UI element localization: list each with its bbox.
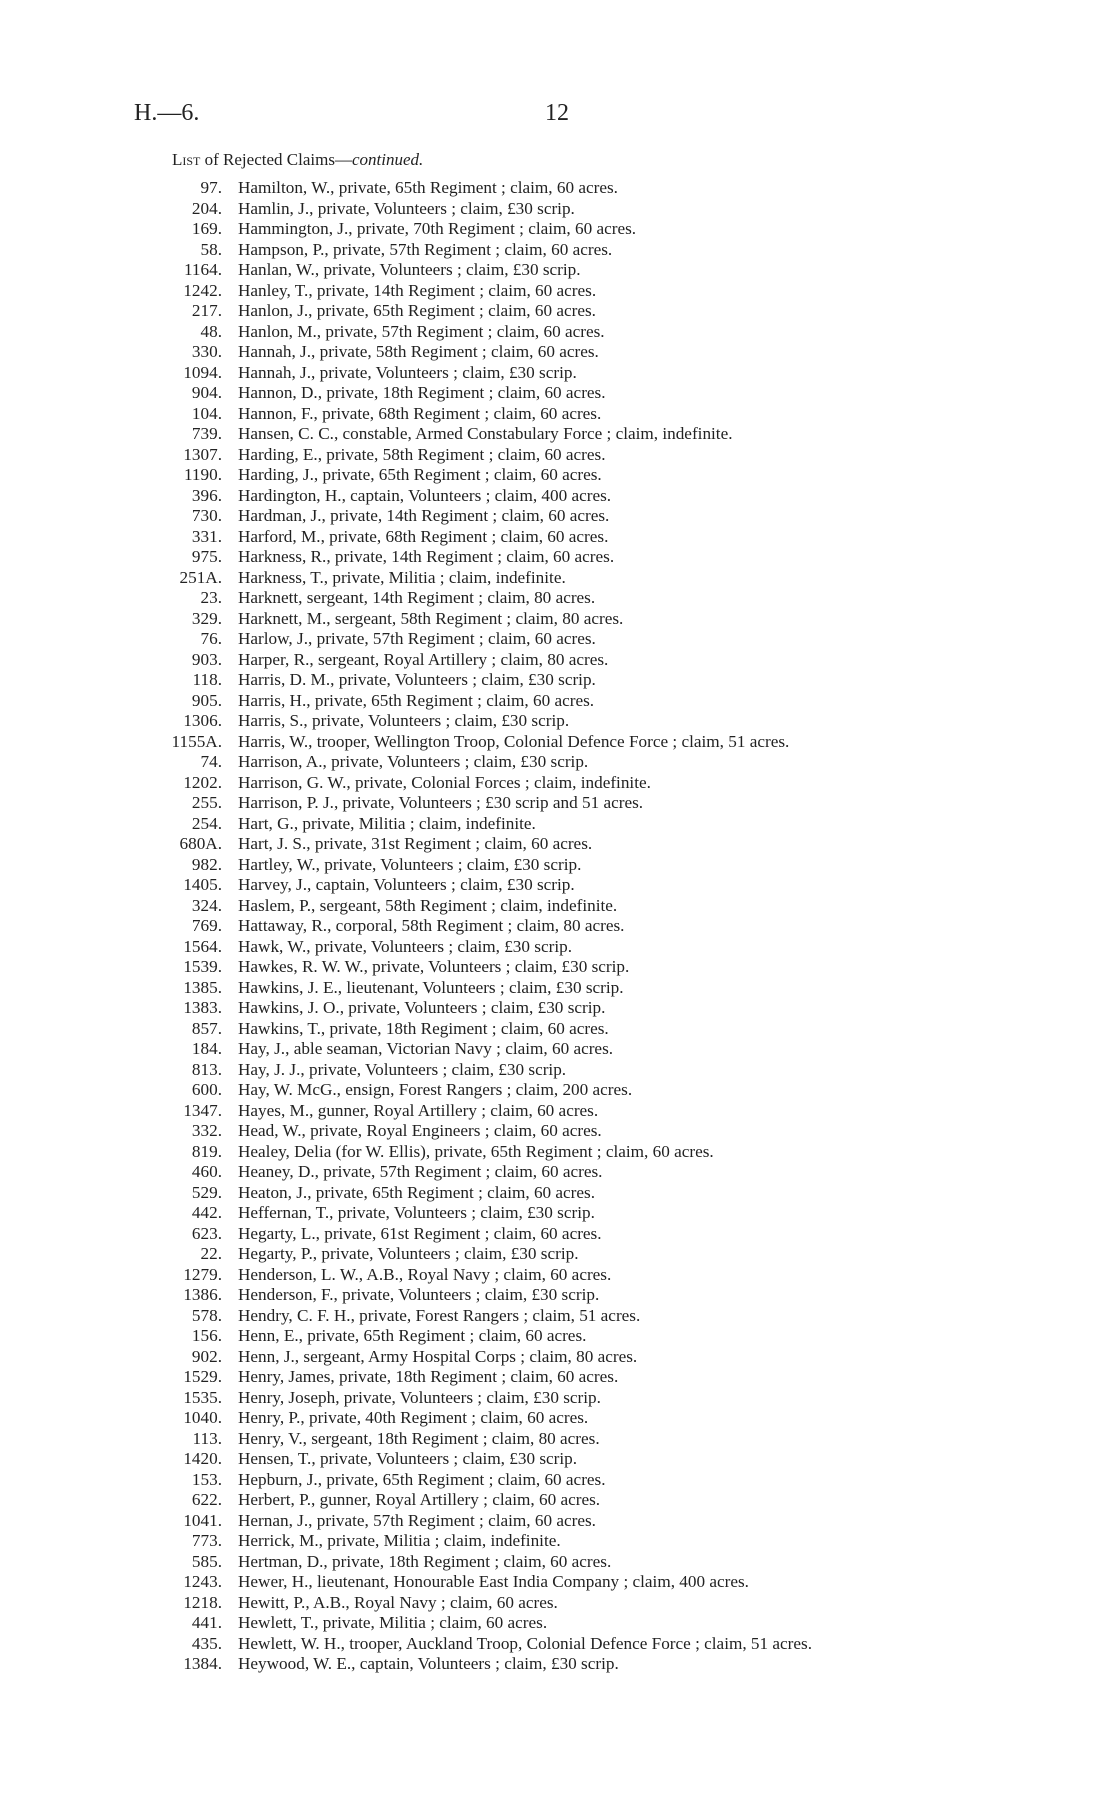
claim-description: Hattaway, R., corporal, 58th Regiment ; claim, 80 acres. [238,916,625,935]
claim-number: 902. [191,1346,222,1366]
list-item [0,178,1114,199]
list-item [0,363,1114,384]
claim-number: 623. [191,1223,222,1243]
claim-description: Harding, J., private, 65th Regiment ; claim, 60 acres. [238,465,602,484]
list-item [0,752,1114,773]
claim-description: Head, W., private, Royal Engineers ; claim, 60 acres. [238,1121,602,1140]
claim-number: 104. [191,403,222,423]
claim-description: Henry, James, private, 18th Regiment ; claim, 60 acres. [238,1367,619,1386]
claim-number: 74. [200,752,222,771]
claim-number: 600. [191,1080,222,1099]
claim-description: Hensen, T., private, Volunteers ; claim, £30 scrip. [238,1449,578,1468]
list-item [0,424,1114,445]
list-item [0,1367,1114,1388]
claim-number: 441. [191,1613,222,1632]
claim-number: 622. [191,1490,222,1509]
claim-number: 251A. [179,567,222,587]
claim-description: Harris, D. M., private, Volunteers ; claim, £30 scrip. [238,670,596,689]
claim-description: Hardington, H., captain, Volunteers ; claim, 400 acres. [238,485,612,505]
claim-number: 97. [200,178,222,197]
claim-description: Hawkes, R. W. W., private, Volunteers ; claim, £30 scrip. [238,957,630,976]
claim-description: Harvey, J., captain, Volunteers ; claim, £30 scrip. [238,875,575,894]
claim-number: 22. [200,1244,222,1263]
list-item [0,1470,1114,1491]
claim-number: 204. [191,198,222,218]
claim-description: Herrick, M., private, Militia ; claim, indefinite. [238,1531,561,1550]
claim-number: 58. [200,239,222,259]
claim-number: 680A. [179,834,222,853]
list-item [0,486,1114,507]
claim-description: Hendry, C. F. H., private, Forest Rangers ; claim, 51 acres. [238,1305,641,1325]
claim-description: Hay, J., able seaman, Victorian Navy ; claim, 60 acres. [238,1039,614,1058]
claim-description: Heywood, W. E., captain, Volunteers ; claim, £30 scrip. [238,1654,619,1673]
claim-description: Henry, Joseph, private, Volunteers ; claim, £30 scrip. [238,1387,601,1407]
list-item [0,896,1114,917]
list-item [0,732,1114,753]
claim-number: 1094. [183,362,222,382]
claim-number: 1243. [183,1572,222,1591]
list-item [0,301,1114,322]
list-item [0,916,1114,937]
claim-description: Hammington, J., private, 70th Regiment ; claim, 60 acres. [238,219,637,238]
claim-description: Hay, W. McG., ensign, Forest Rangers ; claim, 200 acres. [238,1080,633,1099]
claim-number: 23. [200,588,222,607]
claim-description: Hartley, W., private, Volunteers ; claim, £30 scrip. [238,854,582,874]
claim-description: Harris, H., private, 65th Regiment ; claim, 60 acres. [238,690,595,710]
claim-number: 118. [192,670,222,689]
list-item [0,240,1114,261]
list-item [0,814,1114,835]
claim-description: Hawkins, J. O., private, Volunteers ; claim, £30 scrip. [238,998,606,1017]
list-item [0,1408,1114,1429]
list-item [0,445,1114,466]
claim-number: 1307. [183,444,222,464]
claim-description: Hegarty, P., private, Volunteers ; claim, £30 scrip. [238,1244,579,1263]
claim-number: 730. [191,506,222,525]
claim-number: 331. [191,526,222,546]
claim-number: 76. [200,629,222,648]
list-title-prefix: List [172,150,201,169]
claim-description: Henn, E., private, 65th Regiment ; claim, 60 acres. [238,1326,587,1345]
list-item [0,609,1114,630]
list-item [0,998,1114,1019]
claim-number: 1405. [183,875,222,894]
claim-number: 1384. [183,1654,222,1673]
list-item [0,383,1114,404]
list-item [0,281,1114,302]
claim-number: 813. [191,1059,222,1079]
claim-number: 975. [191,547,222,566]
claim-number: 396. [191,485,222,505]
list-item [0,773,1114,794]
claim-number: 1155A. [171,731,222,751]
list-title [172,150,423,170]
claim-number: 905. [191,690,222,710]
claim-description: Harkness, T., private, Militia ; claim, indefinite. [238,567,566,587]
list-item [0,793,1114,814]
list-item [0,711,1114,732]
claim-number: 217. [191,301,222,320]
claim-description: Hannon, F., private, 68th Regiment ; claim, 60 acres. [238,403,602,423]
claim-number: 153. [191,1469,222,1489]
claim-number: 1420. [183,1449,222,1468]
claim-description: Henn, J., sergeant, Army Hospital Corps ; claim, 80 acres. [238,1346,638,1366]
list-item [0,1490,1114,1511]
claim-description: Heaney, D., private, 57th Regiment ; claim, 60 acres. [238,1162,603,1181]
claim-number: 819. [191,1141,222,1161]
list-title-middle: of Rejected Claims— [200,150,352,169]
list-item [0,629,1114,650]
claim-description: Hewlett, T., private, Militia ; claim, 60 acres. [238,1613,548,1632]
claim-number: 329. [191,608,222,628]
claim-description: Hamilton, W., private, 65th Regiment ; claim, 60 acres. [238,178,618,197]
claim-number: 1529. [183,1367,222,1386]
list-title-suffix: continued. [351,150,424,169]
claim-number: 156. [191,1326,222,1345]
list-item [0,1634,1114,1655]
list-item [0,670,1114,691]
list-item [0,650,1114,671]
list-item [0,260,1114,281]
list-item [0,527,1114,548]
claim-number: 1386. [183,1285,222,1304]
claim-description: Hansen, C. C., constable, Armed Constabulary Force ; claim, indefinite. [238,424,733,443]
claim-description: Hayes, M., gunner, Royal Artillery ; claim, 60 acres. [238,1100,599,1120]
claim-number: 1202. [183,772,222,792]
claim-description: Hegarty, L., private, 61st Regiment ; claim, 60 acres. [238,1223,602,1243]
page-number: 12 [545,100,569,126]
list-item [0,322,1114,343]
claim-number: 254. [191,813,222,833]
claim-description: Hay, J. J., private, Volunteers ; claim, £30 scrip. [238,1059,567,1079]
claim-number: 1535. [183,1387,222,1407]
list-item [0,1162,1114,1183]
claim-number: 578. [191,1305,222,1325]
claim-number: 169. [191,219,222,238]
list-item [0,568,1114,589]
list-item [0,1531,1114,1552]
claim-number: 1242. [183,280,222,300]
claim-number: 903. [191,649,222,669]
claim-description: Harrison, P. J., private, Volunteers ; £30 scrip and 51 acres. [238,793,644,812]
claim-description: Haslem, P., sergeant, 58th Regiment ; claim, indefinite. [238,895,618,915]
list-item [0,1654,1114,1675]
claim-description: Harlow, J., private, 57th Regiment ; claim, 60 acres. [238,629,596,648]
claim-description: Heffernan, T., private, Volunteers ; claim, £30 scrip. [238,1203,595,1222]
list-item [0,937,1114,958]
claim-number: 773. [191,1531,222,1550]
claim-number: 184. [191,1039,222,1058]
list-item [0,855,1114,876]
list-item [0,506,1114,527]
claim-number: 435. [191,1633,222,1653]
claim-description: Hawk, W., private, Volunteers ; claim, £30 scrip. [238,936,572,956]
claim-number: 529. [191,1182,222,1202]
claim-number: 1164. [183,260,222,279]
claim-description: Henry, V., sergeant, 18th Regiment ; claim, 80 acres. [238,1428,600,1448]
claim-description: Hannon, D., private, 18th Regiment ; claim, 60 acres. [238,383,606,402]
claim-description: Heaton, J., private, 65th Regiment ; claim, 60 acres. [238,1182,596,1202]
claim-description: Henderson, L. W., A.B., Royal Navy ; claim, 60 acres. [238,1264,612,1284]
list-item [0,547,1114,568]
claim-description: Hanlan, W., private, Volunteers ; claim, £30 scrip. [238,260,581,279]
claim-description: Harrison, A., private, Volunteers ; claim, £30 scrip. [238,752,589,771]
claim-number: 330. [191,342,222,361]
claim-description: Harknett, M., sergeant, 58th Regiment ; claim, 80 acres. [238,608,624,628]
claim-description: Herbert, P., gunner, Royal Artillery ; claim, 60 acres. [238,1490,601,1509]
claim-description: Hanley, T., private, 14th Regiment ; claim, 60 acres. [238,280,597,300]
claim-number: 1040. [183,1408,222,1427]
claim-number: 113. [192,1428,222,1448]
claim-number: 585. [191,1551,222,1571]
list-item [0,404,1114,425]
claim-description: Hernan, J., private, 57th Regiment ; claim, 60 acres. [238,1510,596,1530]
claim-number: 332. [191,1121,222,1140]
list-item [0,1613,1114,1634]
claim-number: 1385. [183,977,222,997]
list-item [0,1101,1114,1122]
claim-number: 1190. [183,465,222,484]
list-item [0,1511,1114,1532]
list-item [0,1388,1114,1409]
claim-number: 1347. [183,1100,222,1120]
list-item [0,1593,1114,1614]
claim-description: Hampson, P., private, 57th Regiment ; claim, 60 acres. [238,239,613,259]
document-code: H.—6. [134,100,200,126]
list-item [0,1265,1114,1286]
claim-number: 1306. [183,711,222,730]
list-item [0,1224,1114,1245]
claim-description: Hanlon, M., private, 57th Regiment ; claim, 60 acres. [238,321,605,341]
list-item [0,1285,1114,1306]
list-item [0,1019,1114,1040]
list-item [0,1326,1114,1347]
page-header [134,100,980,130]
list-item [0,1142,1114,1163]
list-item [0,219,1114,240]
list-item [0,1121,1114,1142]
claim-description: Hewlett, W. H., trooper, Auckland Troop, Colonial Defence Force ; claim, 51 acres. [238,1633,813,1653]
claim-description: Harford, M., private, 68th Regiment ; claim, 60 acres. [238,526,609,546]
claim-description: Hewitt, P., A.B., Royal Navy ; claim, 60 acres. [238,1592,558,1612]
claim-description: Hewer, H., lieutenant, Honourable East India Company ; claim, 400 acres. [238,1572,749,1591]
claim-number: 1279. [183,1264,222,1284]
list-item [0,978,1114,999]
list-item [0,1080,1114,1101]
list-item [0,1449,1114,1470]
claim-description: Hart, G., private, Militia ; claim, indefinite. [238,813,536,833]
claim-number: 857. [191,1018,222,1038]
list-item [0,1203,1114,1224]
claim-description: Hamlin, J., private, Volunteers ; claim, £30 scrip. [238,198,575,218]
list-item [0,1347,1114,1368]
claim-description: Harris, S., private, Volunteers ; claim, £30 scrip. [238,711,570,730]
claim-number: 48. [200,321,222,341]
claim-number: 255. [191,793,222,812]
claim-number: 904. [191,383,222,402]
claim-description: Hanlon, J., private, 65th Regiment ; claim, 60 acres. [238,301,596,320]
list-item [0,1572,1114,1593]
claims-list [0,178,1114,1675]
claim-number: 460. [191,1162,222,1181]
list-item [0,1429,1114,1450]
list-item [0,834,1114,855]
list-item [0,1306,1114,1327]
claim-description: Harkness, R., private, 14th Regiment ; claim, 60 acres. [238,547,615,566]
list-item [0,957,1114,978]
claim-number: 1539. [183,957,222,976]
claim-description: Hart, J. S., private, 31st Regiment ; claim, 60 acres. [238,834,593,853]
claim-description: Hepburn, J., private, 65th Regiment ; claim, 60 acres. [238,1469,606,1489]
list-item [0,588,1114,609]
claim-description: Harknett, sergeant, 14th Regiment ; claim, 80 acres. [238,588,596,607]
claim-description: Hertman, D., private, 18th Regiment ; claim, 60 acres. [238,1551,612,1571]
claim-number: 769. [191,916,222,935]
list-item [0,199,1114,220]
claim-number: 324. [191,895,222,915]
list-item [0,1244,1114,1265]
claim-description: Healey, Delia (for W. Ellis), private, 65th Regiment ; claim, 60 acres. [238,1141,714,1161]
claim-number: 739. [191,424,222,443]
claim-number: 1041. [183,1510,222,1530]
claim-number: 982. [191,854,222,874]
list-item [0,875,1114,896]
claim-description: Hawkins, T., private, 18th Regiment ; claim, 60 acres. [238,1018,609,1038]
claim-description: Hardman, J., private, 14th Regiment ; claim, 60 acres. [238,506,610,525]
list-item [0,1060,1114,1081]
claim-number: 1218. [183,1592,222,1612]
claim-description: Harper, R., sergeant, Royal Artillery ; claim, 80 acres. [238,649,609,669]
list-item [0,342,1114,363]
claim-number: 1564. [183,936,222,956]
list-item [0,1039,1114,1060]
claim-number: 442. [191,1203,222,1222]
claim-description: Hannah, J., private, 58th Regiment ; claim, 60 acres. [238,342,599,361]
list-item [0,1552,1114,1573]
claim-description: Hannah, J., private, Volunteers ; claim, £30 scrip. [238,362,577,382]
list-item [0,1183,1114,1204]
claim-description: Henderson, F., private, Volunteers ; claim, £30 scrip. [238,1285,600,1304]
claim-number: 1383. [183,998,222,1017]
list-item [0,465,1114,486]
list-item [0,691,1114,712]
claim-description: Harrison, G. W., private, Colonial Forces ; claim, indefinite. [238,772,651,792]
claim-description: Henry, P., private, 40th Regiment ; claim, 60 acres. [238,1408,589,1427]
claim-description: Harding, E., private, 58th Regiment ; claim, 60 acres. [238,444,606,464]
claim-description: Harris, W., trooper, Wellington Troop, Colonial Defence Force ; claim, 51 acres. [238,731,790,751]
claim-description: Hawkins, J. E., lieutenant, Volunteers ; claim, £30 scrip. [238,977,624,997]
